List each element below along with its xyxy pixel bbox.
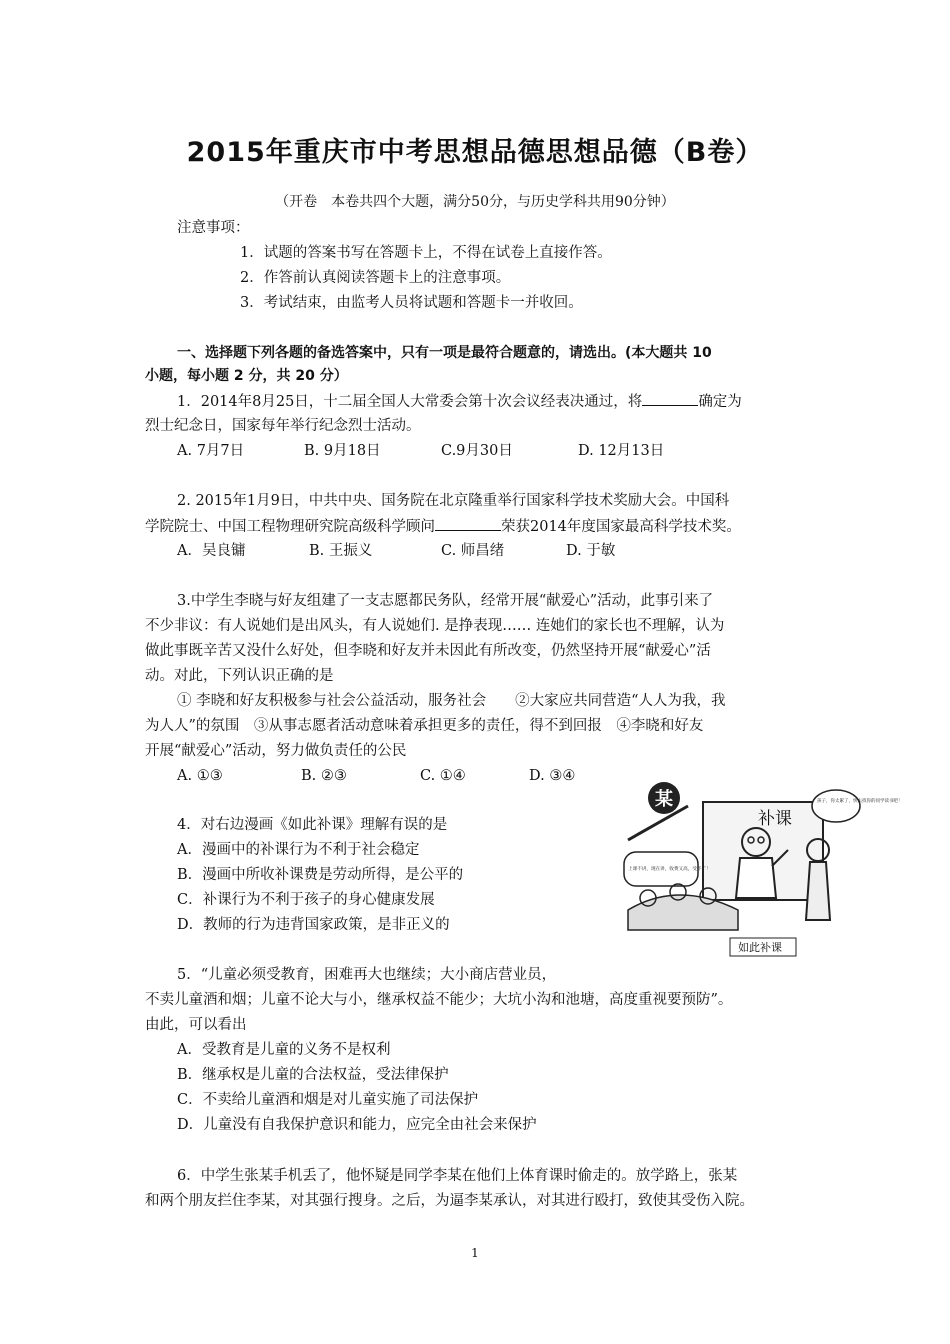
notice-heading: 注意事项： <box>177 220 250 236</box>
notice-item-2: 2．作答前认真阅读答题卡上的注意事项。 <box>240 270 511 286</box>
q3-option-c: C. ①④ <box>420 768 466 784</box>
speech-bubble-left-text: 上课不讲，现在讲，收费又高，受不了！ <box>628 867 711 872</box>
q6-stem-line2: 和两个朋友拦住李某，对其强行搜身。之后，为逼李某承认，对其进行殴打，致使其受伤入院。 <box>145 1193 754 1209</box>
q2-option-d: D. 于敏 <box>566 543 616 559</box>
q2-blank <box>435 516 501 531</box>
q1-stem-text: 1．2014年8月25日，十二届全国人大常委会第十次会议经表决通过，将 <box>177 394 643 410</box>
q1-blank <box>642 391 698 406</box>
section1-heading-line2: 小题，每小题 2 分，共 20 分） <box>145 368 348 384</box>
q1-option-c: C.9月30日 <box>441 443 513 459</box>
page-title: 2015年重庆市中考思想品德思想品德（B卷） <box>186 137 764 168</box>
page-number: 1 <box>471 1246 479 1260</box>
q2-option-c: C. 师昌绪 <box>441 543 505 559</box>
q2-stem-text: 学院院士、中国工程物理研究院高级科学顾问 <box>145 519 435 535</box>
q1-option-b: B. 9月18日 <box>304 443 381 459</box>
q2-option-a: A．吴良镛 <box>177 543 246 559</box>
q3-statement-line2: 为人人”的氛围 ③从事志愿者活动意味着承担更多的责任，得不到回报 ④李晓和好友 <box>145 718 704 734</box>
cartoon-caption: 如此补课 <box>738 941 782 954</box>
q5-stem-line3: 由此，可以看出 <box>145 1017 247 1033</box>
q3-stem-line4: 动。对此，下列认识正确的是 <box>145 668 334 684</box>
q2-stem-line2 <box>145 516 741 537</box>
speech-bubble-right <box>812 790 860 822</box>
q3-stem-line2: 不少非议：有人说她们是出风头，有人说她们. 是挣表现…… 连她们的家长也不理解，认为 <box>145 618 725 634</box>
q5-option-c: C．不卖给儿童酒和烟是对儿童实施了司法保护 <box>177 1092 479 1108</box>
q5-stem-line1: 5．“儿童必须受教育，困难再大也继续；大小商店营业员， <box>177 967 557 983</box>
q5-option-a: A．受教育是儿童的义务不是权利 <box>177 1042 391 1058</box>
q4-option-b: B．漫画中所收补课费是劳动所得，是公平的 <box>177 867 464 883</box>
blackboard-text: 补课 <box>758 809 792 829</box>
q4-option-c: C．补课行为不利于孩子的身心健康发展 <box>177 892 435 908</box>
q4-stem: 4．对右边漫画《如此补课》理解有误的是 <box>177 817 448 833</box>
q5-option-d: D．儿童没有自我保护意识和能力，应完全由社会来保护 <box>177 1117 537 1133</box>
cartoon-illustration <box>618 780 903 958</box>
q1-option-d: D. 12月13日 <box>578 443 665 459</box>
q1-stem-line2: 烈士纪念日，国家每年举行纪念烈士活动。 <box>145 418 421 434</box>
q3-stem-line3: 做此事既辛苦又没什么好处，但李晓和好友并未因此有所改变，仍然坚持开展“献爱心”活 <box>145 643 711 659</box>
notice-item-1: 1．试题的答案书写在答题卡上，不得在试卷上直接作答。 <box>240 245 612 261</box>
teacher-body <box>736 858 776 898</box>
q2-options <box>177 541 615 561</box>
q3-statement-line3: 开展“献爱心”活动，努力做负责任的公民 <box>145 743 407 759</box>
student-body <box>806 862 830 920</box>
q2-stem-tail: 荣获2014年度国家最高科学技术奖。 <box>501 519 741 535</box>
q3-stem-line1: 3.中学生李晓与好友组建了一支志愿都民务队，经常开展“献爱心”活动，此事引来了 <box>177 593 714 609</box>
q2-option-b: B. 王振义 <box>309 543 373 559</box>
q3-statement-line1: ① 李晓和好友积极参与社会公益活动，服务社会 ②大家应共同营造“人人为我，我 <box>177 693 726 709</box>
q6-stem-line1: 6．中学生张某手机丢了，他怀疑是同学李某在他们上体育课时偷走的。放学路上，张某 <box>177 1168 738 1184</box>
q3-option-a: A. ①③ <box>177 768 223 784</box>
q3-option-b: B. ②③ <box>301 768 347 784</box>
q3-option-d: D. ③④ <box>529 768 576 784</box>
speech-bubble-right-text: 孩子，你太累了，快去找你的同学读书吧！ <box>817 799 903 804</box>
q4-option-a: A．漫画中的补课行为不利于社会稳定 <box>177 842 420 858</box>
q1-options <box>177 441 664 461</box>
q3-options <box>177 766 575 786</box>
sign-text: 某 <box>655 789 673 810</box>
exam-subtitle: （开卷 本卷共四个大题，满分50分，与历史学科共用90分钟） <box>275 194 675 210</box>
q1-stem-line1 <box>177 391 742 412</box>
q2-stem-line1: 2. 2015年1月9日，中共中央、国务院在北京隆重举行国家科学技术奖励大会。中国科 <box>177 493 730 509</box>
notice-item-3: 3．考试结束，由监考人员将试题和答题卡一并收回。 <box>240 295 583 311</box>
q4-option-d: D．教师的行为违背国家政策，是非正义的 <box>177 917 450 933</box>
q1-stem-tail: 确定为 <box>698 394 742 410</box>
q5-stem-line2: 不卖儿童酒和烟；儿童不论大与小，继承权益不能少；大坑小沟和池塘，高度重视要预防”。 <box>145 992 733 1008</box>
q1-option-a: A. 7月7日 <box>177 443 245 459</box>
section1-heading-line1: 一、选择题下列各题的备选答案中，只有一项是最符合题意的，请选出。(本大题共 10 <box>177 345 712 361</box>
q5-option-b: B．继承权是儿童的合法权益，受法律保护 <box>177 1067 449 1083</box>
